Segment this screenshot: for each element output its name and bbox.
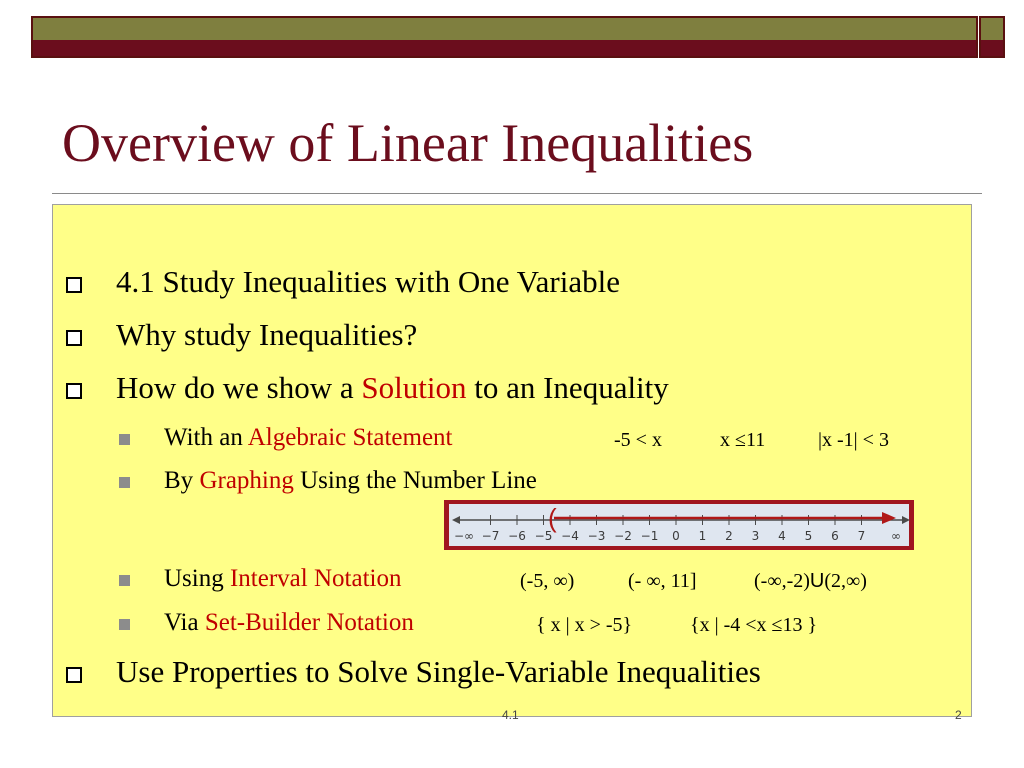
set-builder-example-2: {x | -4 <x ≤13 } — [690, 614, 818, 636]
example-inequality-2: x ≤11 — [720, 429, 766, 451]
open-endpoint-paren: ( — [548, 503, 557, 533]
example-inequality-1: -5 < x — [614, 429, 662, 451]
sub-bullet-marker — [119, 619, 130, 630]
interval-example-2: (- ∞, 11] — [628, 570, 697, 592]
number-line-tick-label: 7 — [857, 529, 866, 543]
number-line-tick-label: −5 — [534, 529, 553, 543]
set-builder-highlight: Set-Builder Notation — [204, 609, 414, 636]
sub-interval-notation: Using Interval Notation — [164, 565, 402, 592]
bullet-show-solution: How do we show a Solution to an Inequality — [116, 370, 669, 405]
number-line-tick-label: −∞ — [453, 529, 475, 543]
header-square-bottom — [979, 40, 1005, 58]
number-line-tick-label: −6 — [508, 529, 526, 543]
interval-example-3: (-∞,-2)U(2,∞) — [754, 570, 867, 592]
algebraic-highlight: Algebraic Statement — [247, 424, 453, 451]
sub-bullet-marker — [119, 477, 130, 488]
title-divider — [52, 193, 982, 194]
number-line-tick-label: −3 — [587, 529, 606, 543]
header-bar-top — [31, 16, 978, 42]
number-line-tick-label: −7 — [481, 529, 500, 543]
number-line-tick-label: 4 — [778, 529, 786, 543]
bullet-study-inequalities: 4.1 Study Inequalities with One Variable — [116, 264, 620, 299]
number-line-tick-label: 5 — [804, 529, 813, 543]
bullet-marker — [66, 667, 82, 683]
header-square-top — [979, 16, 1005, 42]
page-number: 2 — [955, 708, 962, 722]
number-line-tick-label: ∞ — [891, 529, 901, 543]
solution-highlight: Solution — [361, 370, 467, 405]
interval-example-1: (-5, ∞) — [520, 570, 575, 592]
example-inequality-3: |x -1| < 3 — [818, 429, 889, 451]
number-line-tick-label: 0 — [672, 529, 680, 543]
number-line-tick-label: 3 — [751, 529, 760, 543]
interval-highlight: Interval Notation — [229, 565, 402, 592]
number-line-tick-label: 6 — [831, 529, 839, 543]
number-line-tick-label: −4 — [561, 529, 579, 543]
set-builder-example-1: { x | x > -5} — [536, 614, 633, 636]
sub-set-builder: Via Set-Builder Notation — [164, 609, 414, 636]
number-line-tick-label: −1 — [640, 529, 659, 543]
sub-algebraic-statement: With an Algebraic Statement — [164, 424, 453, 451]
header-bar-bottom — [31, 40, 978, 58]
sub-bullet-marker — [119, 434, 130, 445]
sub-bullet-marker — [119, 575, 130, 586]
footer-section: 4.1 — [502, 708, 519, 722]
number-line-tick-label: −2 — [614, 529, 632, 543]
number-line-tick-label: 1 — [698, 529, 707, 543]
bullet-marker — [66, 277, 82, 293]
bullet-use-properties: Use Properties to Solve Single-Variable Inequalities — [116, 654, 761, 689]
bullet-why-study: Why study Inequalities? — [116, 317, 418, 352]
bullet-marker — [66, 330, 82, 346]
bullet-marker — [66, 383, 82, 399]
sub-graphing: By Graphing Using the Number Line — [164, 467, 537, 494]
number-line-tick-label: 2 — [725, 529, 733, 543]
slide-title: Overview of Linear Inequalities — [62, 113, 754, 173]
graphing-highlight: Graphing — [199, 467, 294, 494]
number-line-graph — [444, 500, 914, 550]
